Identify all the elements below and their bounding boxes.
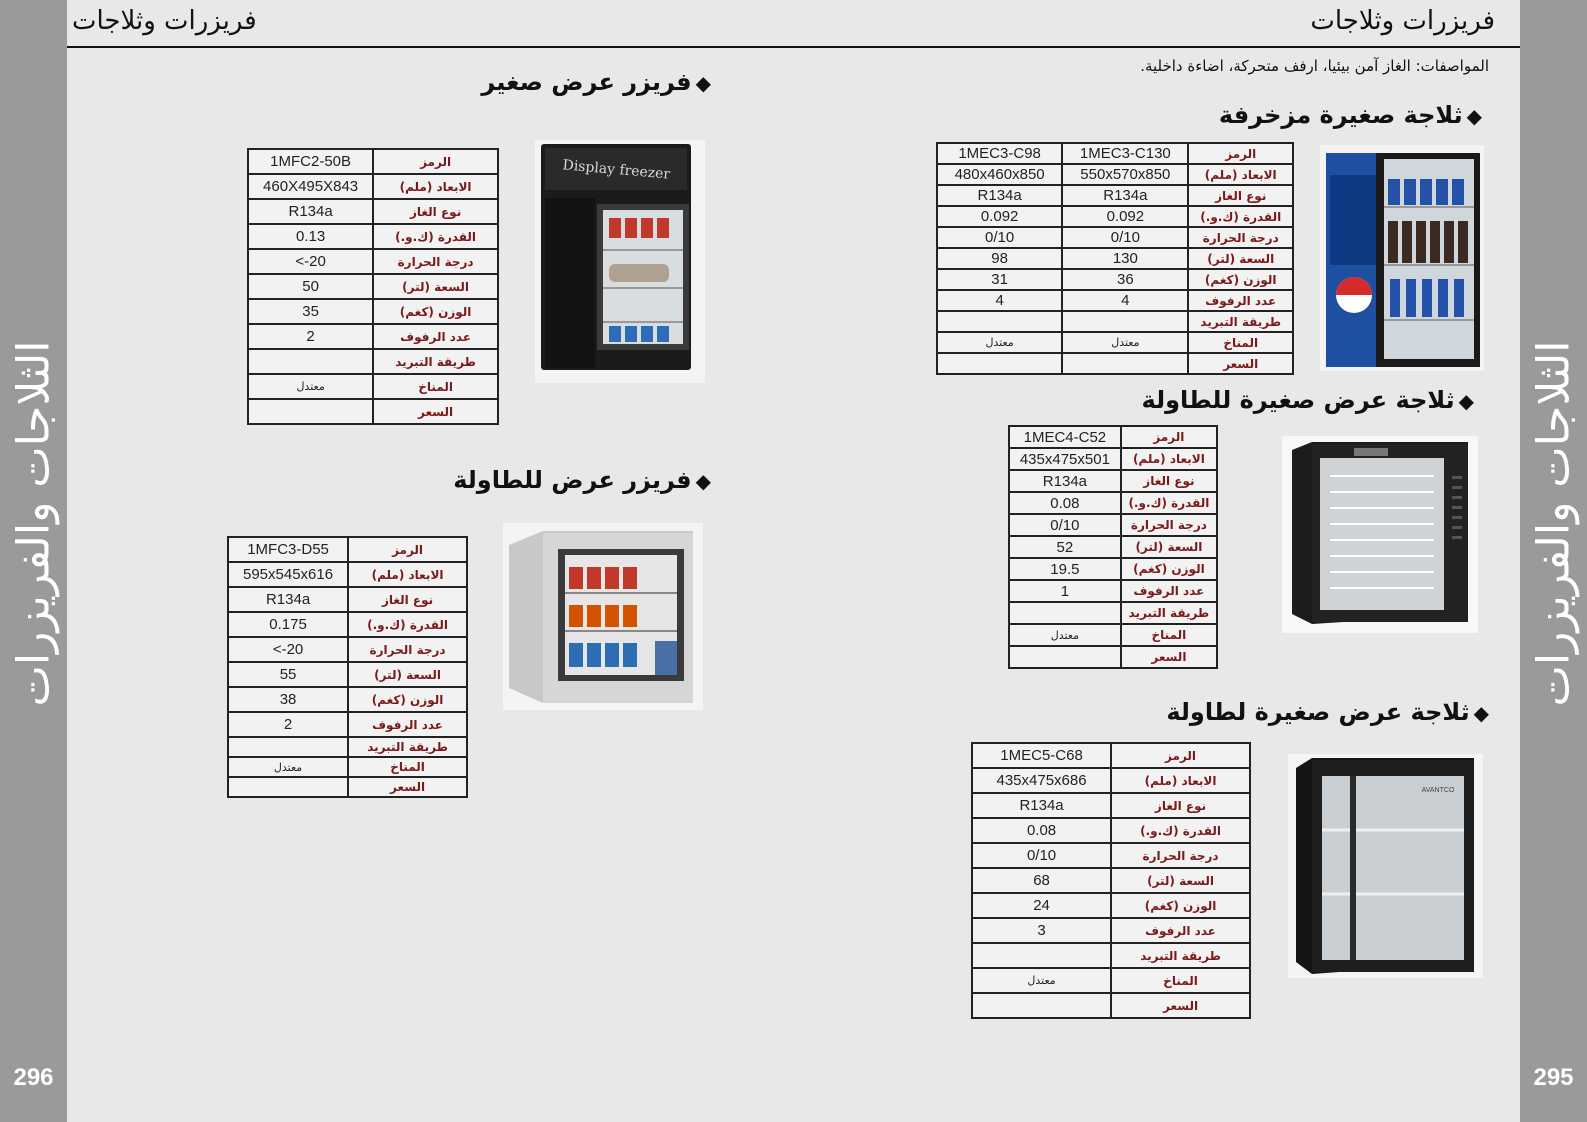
table-row <box>1009 470 1217 492</box>
table-row <box>1009 492 1217 514</box>
table-row <box>228 537 467 562</box>
diamond-bullet-icon: ◆ <box>1473 701 1489 725</box>
small-display-freezer-image <box>535 140 705 383</box>
table-row <box>937 290 1293 311</box>
label-cell: السعة (لتر) <box>1188 248 1293 269</box>
label-cell: الوزن (كغم) <box>373 299 498 324</box>
table-row <box>937 311 1293 332</box>
label-cell: الرمز <box>1121 426 1217 448</box>
section-title-decorated-fridge: ◆ثلاجة صغيرة مزخرفة <box>1218 101 1482 129</box>
table-row <box>248 249 498 274</box>
spec-table-table-display-freezer <box>227 536 468 798</box>
value-cell: 52 <box>1009 536 1121 558</box>
label-cell: القدرة (ك.و.) <box>1188 206 1293 227</box>
value-cell: 550x570x850 <box>1062 164 1188 185</box>
label-cell: الرمز <box>1188 143 1293 164</box>
value-cell: 31 <box>937 269 1062 290</box>
table-row <box>972 918 1250 943</box>
avantco-logo-text: AVANTCO <box>1421 787 1455 794</box>
table-row <box>248 374 498 399</box>
label-cell: المناخ <box>1188 332 1293 353</box>
spec-table-small-table-fridge <box>971 742 1251 1019</box>
value-cell: R134a <box>1062 185 1188 206</box>
label-cell: السعر <box>348 777 467 797</box>
label-cell: الابعاد (ملم) <box>348 562 467 587</box>
table-row <box>248 224 498 249</box>
label-cell: السعر <box>1121 646 1217 668</box>
value-cell: 0/10 <box>1009 514 1121 536</box>
table-row <box>228 777 467 797</box>
label-cell: عدد الرفوف <box>348 712 467 737</box>
label-cell: الوزن (كغم) <box>1188 269 1293 290</box>
left-page-number: 296 <box>13 1064 54 1091</box>
value-cell: 55 <box>228 662 348 687</box>
value-cell: 0.13 <box>248 224 373 249</box>
value-cell: 1 <box>1009 580 1121 602</box>
value-cell: 36 <box>1062 269 1188 290</box>
table-row <box>937 185 1293 206</box>
value-cell: 0.092 <box>937 206 1062 227</box>
value-cell: 435x475x501 <box>1009 448 1121 470</box>
diamond-bullet-icon: ◆ <box>1458 389 1474 413</box>
header-divider <box>67 46 1520 48</box>
value-cell: 2 <box>248 324 373 349</box>
table-row <box>248 149 498 174</box>
table-row <box>972 768 1250 793</box>
value-cell: R134a <box>972 793 1111 818</box>
value-cell <box>228 777 348 797</box>
label-cell: الرمز <box>348 537 467 562</box>
value-cell <box>1062 353 1188 374</box>
table-row <box>248 324 498 349</box>
value-cell: 50 <box>248 274 373 299</box>
table-row <box>972 793 1250 818</box>
value-cell: معتدل <box>937 332 1062 353</box>
label-cell: المناخ <box>1111 968 1250 993</box>
table-row <box>972 993 1250 1018</box>
value-cell: R134a <box>248 199 373 224</box>
value-cell: 0/10 <box>972 843 1111 868</box>
value-cell: 0/10 <box>1062 227 1188 248</box>
table-row <box>228 757 467 777</box>
value-cell: 68 <box>972 868 1111 893</box>
table-row <box>248 349 498 374</box>
table-row <box>228 562 467 587</box>
value-cell: 0.175 <box>228 612 348 637</box>
value-cell <box>248 349 373 374</box>
value-cell <box>1062 311 1188 332</box>
value-cell: 1MFC2-50B <box>248 149 373 174</box>
table-row <box>937 248 1293 269</box>
right-page-number: 295 <box>1533 1064 1574 1091</box>
label-cell: الابعاد (ملم) <box>1121 448 1217 470</box>
label-cell: نوع الغاز <box>1188 185 1293 206</box>
value-cell: 0.092 <box>1062 206 1188 227</box>
table-row <box>248 199 498 224</box>
label-cell: طريقة التبريد <box>1188 311 1293 332</box>
table-row <box>1009 558 1217 580</box>
table-row <box>228 712 467 737</box>
table-row <box>228 737 467 757</box>
label-cell: السعر <box>373 399 498 424</box>
section-title-table-display-fridge: ◆ثلاجة عرض صغيرة للطاولة <box>1141 386 1474 414</box>
table-row <box>972 743 1250 768</box>
value-cell <box>937 353 1062 374</box>
table-row <box>248 274 498 299</box>
table-row <box>972 968 1250 993</box>
value-cell: 460X495X843 <box>248 174 373 199</box>
table-row <box>972 893 1250 918</box>
right-sidebar <box>1520 0 1587 1122</box>
table-row <box>228 637 467 662</box>
label-cell: الوزن (كغم) <box>348 687 467 712</box>
value-cell: 98 <box>937 248 1062 269</box>
diamond-bullet-icon: ◆ <box>1466 104 1482 128</box>
value-cell: R134a <box>937 185 1062 206</box>
section-title-table-display-freezer: ◆فريزر عرض للطاولة <box>453 466 711 494</box>
label-cell: درجة الحرارة <box>348 637 467 662</box>
left-sidebar <box>0 0 67 1122</box>
value-cell: 435x475x686 <box>972 768 1111 793</box>
table-row <box>1009 646 1217 668</box>
table-row <box>228 587 467 612</box>
table-display-freezer-image <box>503 523 703 710</box>
table-row <box>937 269 1293 290</box>
table-row <box>228 662 467 687</box>
label-cell: درجة الحرارة <box>1121 514 1217 536</box>
value-cell: 1MFC3-D55 <box>228 537 348 562</box>
section-title-small-table-fridge: ◆ثلاجة عرض صغيرة لطاولة <box>1166 698 1489 726</box>
left-sidebar-title: الثلاجات والفريزرات <box>8 340 60 707</box>
label-cell: الرمز <box>1111 743 1250 768</box>
label-cell: القدرة (ك.و.) <box>1121 492 1217 514</box>
value-cell <box>937 311 1062 332</box>
label-cell: عدد الرفوف <box>1111 918 1250 943</box>
table-row <box>1009 580 1217 602</box>
table-row <box>248 299 498 324</box>
label-cell: نوع الغاز <box>1121 470 1217 492</box>
table-row <box>248 174 498 199</box>
decorated-fridge-image <box>1320 145 1484 371</box>
label-cell: السعر <box>1111 993 1250 1018</box>
table-row <box>1009 514 1217 536</box>
table-row <box>937 164 1293 185</box>
value-cell: 19.5 <box>1009 558 1121 580</box>
value-cell: 3 <box>972 918 1111 943</box>
label-cell: السعة (لتر) <box>1111 868 1250 893</box>
left-header-title: فريزرات وثلاجات <box>72 6 257 36</box>
table-row <box>1009 624 1217 646</box>
table-row <box>937 332 1293 353</box>
value-cell: معتدل <box>1009 624 1121 646</box>
specs-note: المواصفات: الغاز آمن بيئيا، ارفف متحركة، اضاءة داخلية. <box>1140 57 1489 75</box>
value-cell: 1MEC5-C68 <box>972 743 1111 768</box>
label-cell: الوزن (كغم) <box>1111 893 1250 918</box>
label-cell: الرمز <box>373 149 498 174</box>
value-cell: 0/10 <box>937 227 1062 248</box>
label-cell: عدد الرفوف <box>1188 290 1293 311</box>
value-cell: 35 <box>248 299 373 324</box>
label-cell: نوع الغاز <box>1111 793 1250 818</box>
value-cell <box>228 737 348 757</box>
table-row <box>1009 536 1217 558</box>
table-row <box>972 868 1250 893</box>
value-cell: 4 <box>1062 290 1188 311</box>
label-cell: السعة (لتر) <box>1121 536 1217 558</box>
label-cell: طريقة التبريد <box>348 737 467 757</box>
label-cell: عدد الرفوف <box>373 324 498 349</box>
value-cell <box>972 993 1111 1018</box>
value-cell: معتدل <box>248 374 373 399</box>
label-cell: عدد الرفوف <box>1121 580 1217 602</box>
table-row <box>1009 602 1217 624</box>
value-cell: معتدل <box>1062 332 1188 353</box>
spec-table-small-display-freezer <box>247 148 499 425</box>
label-cell: طريقة التبريد <box>373 349 498 374</box>
diamond-bullet-icon: ◆ <box>695 469 711 493</box>
table-row <box>1009 448 1217 470</box>
table-row <box>937 206 1293 227</box>
label-cell: طريقة التبريد <box>1121 602 1217 624</box>
display-freezer-sign-text: Display freezer <box>561 157 671 183</box>
label-cell: المناخ <box>373 374 498 399</box>
value-cell: 1MEC3-C98 <box>937 143 1062 164</box>
value-cell: 0.08 <box>1009 492 1121 514</box>
spec-table-decorated-fridge <box>936 142 1294 375</box>
diamond-bullet-icon: ◆ <box>695 71 711 95</box>
label-cell: السعة (لتر) <box>348 662 467 687</box>
label-cell: نوع الغاز <box>348 587 467 612</box>
value-cell: 2 <box>228 712 348 737</box>
small-table-fridge-image <box>1288 754 1483 978</box>
table-row <box>937 227 1293 248</box>
value-cell: 24 <box>972 893 1111 918</box>
label-cell: درجة الحرارة <box>1111 843 1250 868</box>
label-cell: نوع الغاز <box>373 199 498 224</box>
value-cell: 4 <box>937 290 1062 311</box>
label-cell: القدرة (ك.و.) <box>1111 818 1250 843</box>
right-header-title: فريزرات وثلاجات <box>1310 6 1495 36</box>
value-cell: 38 <box>228 687 348 712</box>
table-display-fridge-image <box>1282 436 1478 633</box>
label-cell: درجة الحرارة <box>1188 227 1293 248</box>
label-cell: الابعاد (ملم) <box>373 174 498 199</box>
label-cell: الابعاد (ملم) <box>1188 164 1293 185</box>
right-sidebar-title: الثلاجات والفريزرات <box>1528 340 1580 707</box>
value-cell <box>1009 646 1121 668</box>
table-row <box>972 943 1250 968</box>
value-cell: 480x460x850 <box>937 164 1062 185</box>
label-cell: المناخ <box>348 757 467 777</box>
value-cell: R134a <box>228 587 348 612</box>
value-cell: 595x545x616 <box>228 562 348 587</box>
label-cell: القدرة (ك.و.) <box>348 612 467 637</box>
label-cell: المناخ <box>1121 624 1217 646</box>
value-cell: 0.08 <box>972 818 1111 843</box>
label-cell: السعة (لتر) <box>373 274 498 299</box>
label-cell: القدرة (ك.و.) <box>373 224 498 249</box>
value-cell: <-20 <box>228 637 348 662</box>
table-row <box>1009 426 1217 448</box>
table-row <box>972 818 1250 843</box>
label-cell: الابعاد (ملم) <box>1111 768 1250 793</box>
value-cell: R134a <box>1009 470 1121 492</box>
label-cell: درجة الحرارة <box>373 249 498 274</box>
value-cell: 1MEC3-C130 <box>1062 143 1188 164</box>
section-title-small-display-freezer: ◆فريزر عرض صغير <box>481 68 711 96</box>
spec-table-table-display-fridge <box>1008 425 1218 669</box>
value-cell <box>972 943 1111 968</box>
table-row <box>248 399 498 424</box>
value-cell <box>1009 602 1121 624</box>
table-row <box>228 612 467 637</box>
value-cell: معتدل <box>972 968 1111 993</box>
label-cell: الوزن (كغم) <box>1121 558 1217 580</box>
table-row <box>972 843 1250 868</box>
value-cell: معتدل <box>228 757 348 777</box>
value-cell: 130 <box>1062 248 1188 269</box>
table-row <box>937 353 1293 374</box>
value-cell <box>248 399 373 424</box>
label-cell: طريقة التبريد <box>1111 943 1250 968</box>
table-row <box>937 143 1293 164</box>
table-row <box>228 687 467 712</box>
label-cell: السعر <box>1188 353 1293 374</box>
value-cell: 1MEC4-C52 <box>1009 426 1121 448</box>
value-cell: <-20 <box>248 249 373 274</box>
